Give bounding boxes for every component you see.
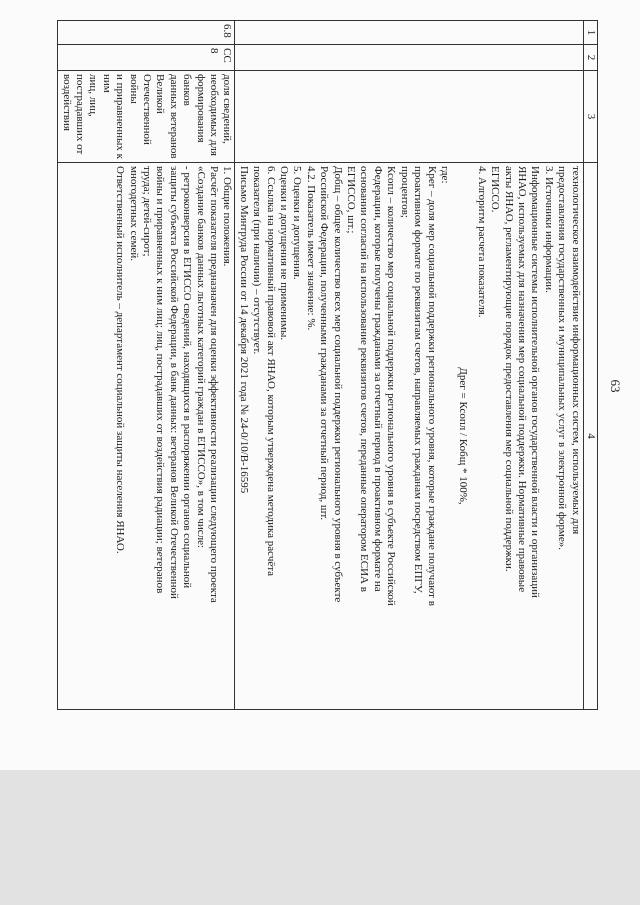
text-line: 4. Алгоритм расчета показателя.: [475, 166, 488, 318]
cell-description: [58, 163, 235, 710]
table-header-row: [583, 21, 597, 710]
text-line: труда; детей-сирот;: [141, 166, 153, 257]
text-line: формирования банков: [181, 74, 207, 143]
table-row-6-8: [58, 21, 235, 710]
text-line: 5. Оценки и допущения.: [291, 166, 304, 280]
text-line: лиц, лиц,: [87, 74, 100, 117]
cell-empty: [235, 21, 583, 45]
text-line: акты ЯНАО, регламентирующие порядок предоставления мер социальной поддержки.: [502, 166, 515, 572]
header-cell-3: 3: [583, 71, 597, 163]
text-line: воздействия: [60, 74, 73, 131]
text-line: проактивном формате по реквизитам счетов, направляемых гражданам посредством ЕПГУ,: [412, 166, 425, 594]
table-row-continuation: [235, 21, 583, 710]
text-line: «Создание банков данных льготных категорий граждан в ЕГИССО», в том числе:: [194, 166, 207, 549]
cell-indicator-name: [58, 71, 235, 163]
text-line: Расчёт показателя предназначен для оценки эффективности реализации следующего проекта: [208, 166, 221, 603]
text-line: Российской Федерации, полученными гражданами за отчетный период, шт.: [318, 166, 331, 521]
text-line: где:: [438, 166, 451, 184]
formula: Дрег = Ксопл / Кобщ * 100%,: [457, 367, 470, 505]
text-line: необходимых для: [208, 74, 221, 156]
text-line: ЕГИССО.: [489, 166, 502, 213]
text-line: Крег – доля мер социальной поддержки регионального уровня, которые граждане получают в: [425, 166, 438, 606]
indicator-table: [57, 20, 598, 710]
text-line: Ксопл – количество мер социальной поддержки регионального уровня в субъекте Российской: [385, 166, 398, 606]
rotated-content-frame: [60, 20, 598, 710]
scan-background: [0, 763, 640, 905]
text-line: 4.2. Показатель имеет значение: %.: [304, 166, 317, 331]
text-line: Отечественной войны: [127, 74, 153, 145]
text-line: ЯНАО, используемых для назначения мер социальной поддержки. Нормативные правовые: [515, 166, 528, 593]
text-line: Письмо Минтруда России от 14 декабря 2021 года № 24-0/10/В-16595: [237, 166, 250, 494]
header-cell-2: 2: [583, 45, 597, 71]
rotated-content: [60, 20, 598, 710]
text-line: данных ветеранов: [167, 74, 180, 159]
text-line: пострадавших от: [73, 74, 86, 155]
text-line: 3. Источники информации.: [542, 166, 555, 293]
text-line: Информационные системы исполнительной органов государственной власти и организаций: [529, 166, 542, 598]
text-line: ЕГИССО, шт.;: [345, 166, 358, 234]
text-line: Добщ – общее количество всех мер социальной поддержки регионального уровня в субъекте: [331, 166, 344, 603]
text-line: защиты субъекта Российской Федерации, в банк данных: ветеранов Великой Отечественной: [167, 166, 180, 599]
text-line: 6. Ссылка на нормативный правовой акт ЯНАО, которым утверждена методика расчёта: [264, 166, 277, 577]
text-line: доля сведений,: [221, 74, 234, 144]
text-line: основании согласий на использование реквизитов счетов, переданные оператором ЕСИА в: [358, 166, 371, 592]
text-line: Великой: [154, 74, 167, 114]
cell-empty: [235, 71, 583, 163]
text-line: многодетных семей.: [127, 166, 140, 261]
cell-indicator-code: СС8: [58, 45, 235, 71]
cell-empty: [235, 45, 583, 71]
text-line: технологическое взаимодействие информационных систем, используемых для: [569, 166, 582, 535]
text-line: Оценки и допущения не применимы.: [278, 166, 291, 341]
page-number: 63: [608, 379, 623, 393]
text-line: процентов;: [398, 166, 411, 218]
text-line: - ретроконверсия в ЕГИССО сведений, находящихся в распоряжении органов социальной: [181, 166, 194, 589]
text-line: войны и приравненных к ним лиц; лиц, пострадавших от воздействия радиации; ветеранов: [154, 166, 167, 594]
text-line: показателя (при наличии) – отсутствует.: [251, 166, 264, 355]
header-cell-4: 4: [583, 163, 597, 710]
text-line: и приравненных к ним: [100, 74, 127, 160]
header-cell-1: 1: [583, 21, 597, 45]
cell-row-number: 6.8: [58, 21, 235, 45]
text-line: Ответственный исполнитель – департамент социальной защиты населения ЯНАО.: [114, 166, 127, 554]
cell-description: [235, 163, 583, 710]
text-line: Федерации, которые получены гражданами за отчетный период в проактивном формате на: [371, 166, 384, 592]
text-line: 1. Общие положения.: [221, 166, 234, 267]
text-line: предоставления государственных и муниципальных услуг в электронной форме».: [556, 166, 569, 550]
